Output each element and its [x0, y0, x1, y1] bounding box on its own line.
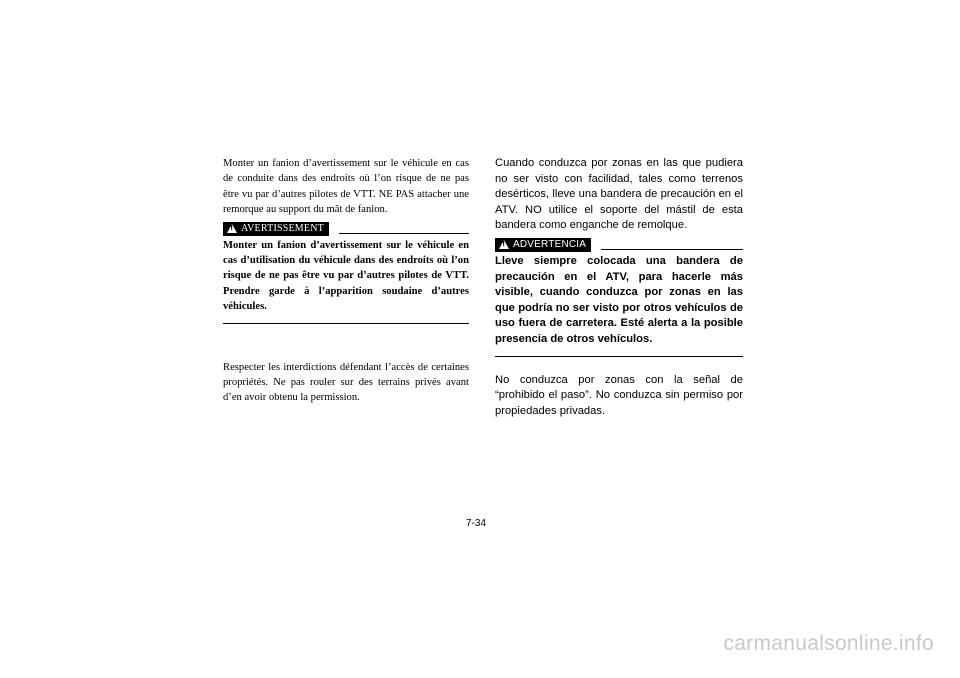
spanish-outro-paragraph: No conduzca por zonas con la señal de “prohibido el paso”. No conduzca sin permiso por propiedades privadas. [495, 373, 743, 417]
french-warning-rule-top [339, 233, 469, 234]
french-warning-text: Monter un fanion d’avertissement sur le véhicule en cas d’utilisation du véhicule dans des endroits où l’on risque de ne pas être vu par d’autres pilotes de VTT. Prendre garde à l’apparition soudaine d’autres véhicules. [223, 239, 469, 313]
watermark: carmanualsonline.info [723, 632, 934, 655]
warning-triangle-icon [227, 224, 237, 233]
french-warning-label: AVERTISSEMENT [241, 222, 324, 234]
french-intro-paragraph: Monter un fanion d’avertissement sur le véhicule en cas de conduite dans des endroits où l’on risque de ne pas être vu par d’autres pilotes de VTT. NE PAS attacher une remorque au support du mât de fanion. [223, 158, 469, 216]
french-outro-paragraph: Respecter les interdictions défendant l’accès de certaines propriétés. Ne pas rouler sur des terrains privés avant d’en avoir obtenu la permission. [223, 361, 469, 404]
french-warning-badge [223, 222, 329, 236]
spanish-warning-header [495, 238, 743, 252]
spanish-warning-badge [495, 238, 591, 252]
french-warning-header [223, 222, 469, 236]
spanish-warning-rule-top [601, 249, 743, 250]
spanish-column [495, 156, 743, 419]
spanish-warning-text: Lleve siempre colocada una bandera de precaución en el ATV, para hacerle más visible, cuando conduzca por zonas en las que podría no ser visto por otros vehículos de uso fuera de carretera. Esté alerta a la posible presencia de otros vehículos. [495, 254, 743, 345]
spanish-intro-paragraph: Cuando conduzca por zonas en las que pudiera no ser visto con facilidad, tales como terrenos desérticos, lleve una bandera de precaución en el ATV. NO utilice el soporte del mástil de esta bandera como enganche de remolque. [495, 157, 743, 232]
spanish-warning-label: ADVERTENCIA [513, 239, 587, 251]
page-number: 7-34 [466, 518, 487, 529]
warning-triangle-icon [499, 240, 509, 249]
french-column [223, 156, 469, 406]
